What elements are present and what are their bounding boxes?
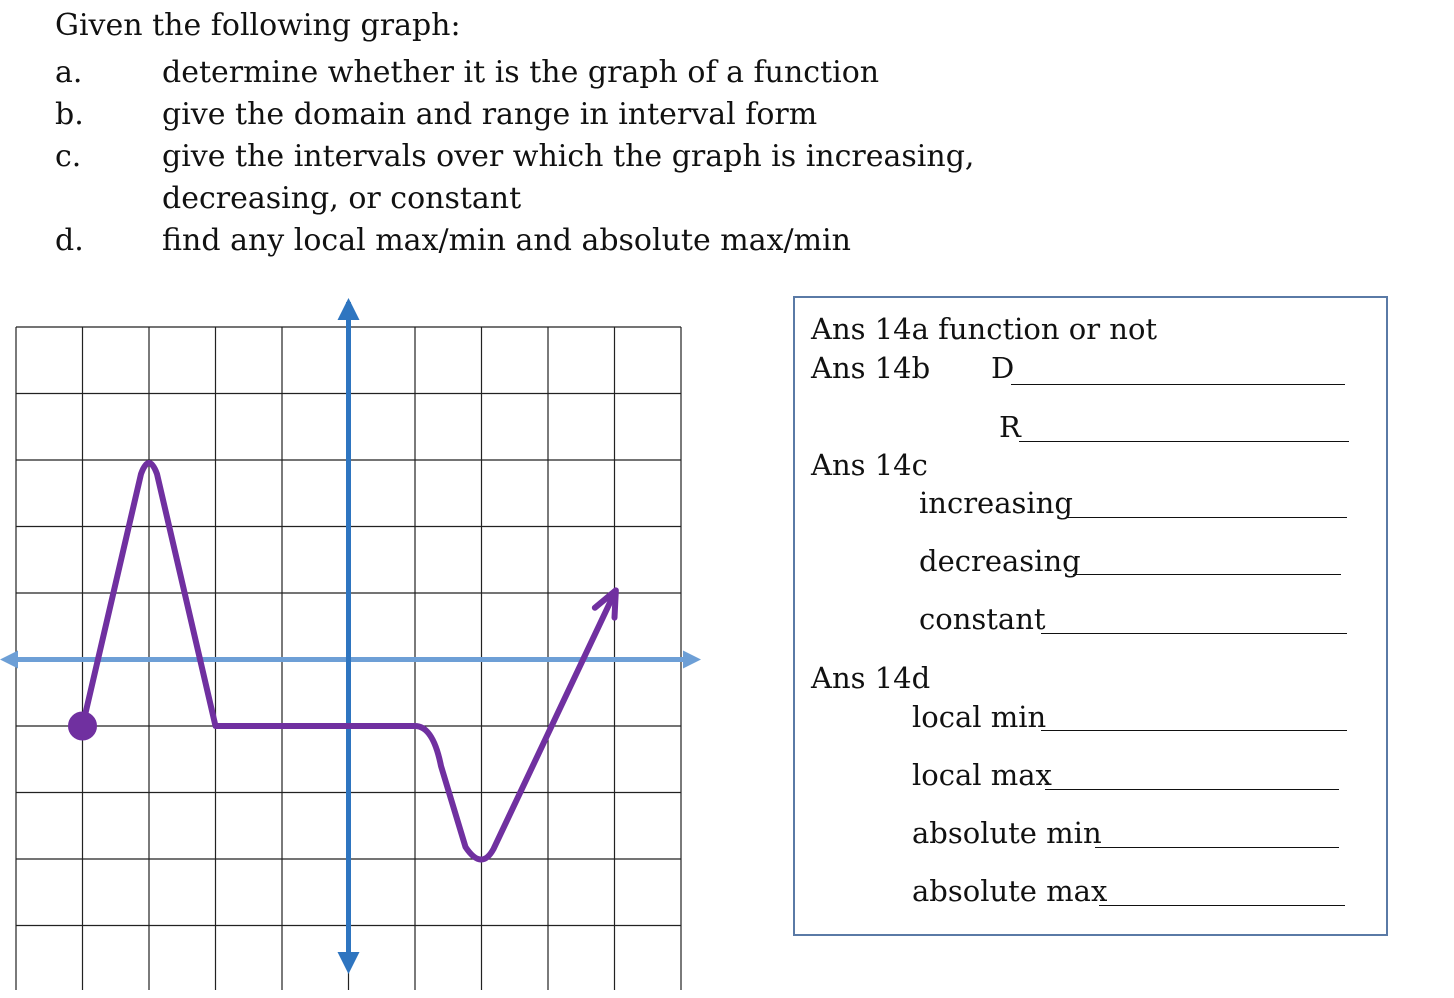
- item-label: b.: [55, 97, 84, 132]
- item-text: determine whether it is the graph of a function: [162, 55, 880, 90]
- constant-label: constant: [919, 602, 1046, 636]
- local-max-label: local max: [912, 758, 1052, 792]
- ans-14a-label: Ans 14a function or not: [811, 312, 1158, 346]
- domain-label: D: [991, 351, 1015, 385]
- increasing-label: increasing: [919, 486, 1073, 520]
- ans-14b-label: Ans 14b: [811, 351, 931, 385]
- decreasing-label: decreasing: [919, 544, 1081, 578]
- item-label: d.: [55, 223, 84, 258]
- domain-answer-line[interactable]: [1011, 384, 1345, 385]
- item-text: decreasing, or constant: [162, 181, 522, 216]
- item-label: a.: [55, 55, 83, 90]
- local-min-label: local min: [912, 700, 1047, 734]
- item-text: find any local max/min and absolute max/min: [162, 223, 851, 258]
- y-axis-top-arrow: [338, 298, 360, 320]
- absolute-min-answer-line[interactable]: [1095, 847, 1339, 848]
- decreasing-answer-line[interactable]: [1073, 574, 1341, 575]
- local-min-answer-line[interactable]: [1041, 730, 1347, 731]
- answer-box: [793, 296, 1388, 936]
- y-axis-bottom-arrow: [338, 952, 360, 974]
- constant-answer-line[interactable]: [1041, 633, 1347, 634]
- ans-14c-label: Ans 14c: [811, 448, 928, 482]
- x-axis-right-arrow: [683, 651, 701, 669]
- item-text: give the intervals over which the graph is increasing,: [162, 139, 975, 174]
- x-axis-left-arrow: [0, 651, 18, 669]
- item-label: c.: [55, 139, 82, 174]
- absolute-max-answer-line[interactable]: [1099, 905, 1345, 906]
- ans-14d-label: Ans 14d: [811, 661, 931, 695]
- local-max-answer-line[interactable]: [1045, 789, 1339, 790]
- range-answer-line[interactable]: [1019, 441, 1349, 442]
- absolute-max-label: absolute max: [912, 874, 1108, 908]
- function-graph: [0, 290, 720, 990]
- range-label: R: [999, 410, 1021, 444]
- absolute-min-label: absolute min: [912, 816, 1102, 850]
- question-title: Given the following graph:: [55, 8, 461, 43]
- increasing-answer-line[interactable]: [1067, 517, 1347, 518]
- curve-start-point: [70, 713, 96, 739]
- item-text: give the domain and range in interval form: [162, 97, 818, 132]
